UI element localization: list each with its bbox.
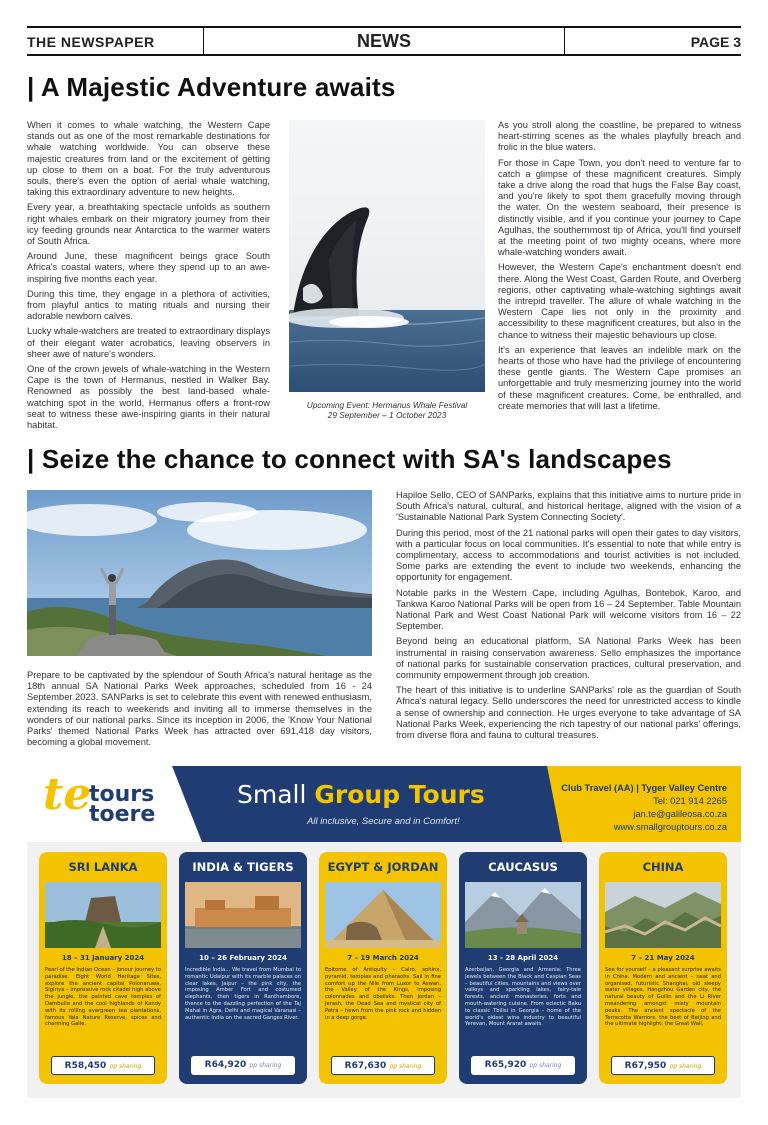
masthead xyxy=(27,26,741,56)
tour-title: INDIA & TIGERS xyxy=(192,860,294,874)
caucasus-photo xyxy=(465,882,581,948)
tour-price[interactable] xyxy=(331,1056,435,1075)
paragraph: However, the Western Cape's enchantment doesn't end there. Along the West Coast, Garden Route, and Overberg regions, other captivating whale-watching sightings await the intrepid traveller. The allure of whale watching in the Western Cape lies not only in the proximity and accessibility to these magnificent creatures, but also in the chance to witness their majestic behaviours up close. xyxy=(498,262,741,340)
paragraph: Beyond being an educational platform, SA National Parks Week has been instrumental in raising conservation awareness. Sello emphasizes the importance of national parks for sustainable conservation practices, cultural preservation, and community empowerment through job creation. xyxy=(396,636,741,681)
masthead-divider xyxy=(564,28,565,55)
landscape-photo xyxy=(27,490,372,656)
small-group-tours-ad xyxy=(27,766,741,1098)
paragraph: The heart of this initiative is to underline SANParks' role as the guardian of South Africa's natural legacy. Sello underscores the need for unrestricted access to kindle a sense of ownership and connection. He urges everyone to take advantage of SA National Parks Week, experiencing the rich tapestry of our national parks' offerings, from diverse flora and fauna to cultural treasures. xyxy=(396,685,741,741)
paragraph: One of the crown jewels of whale-watching in the Western Cape is the town of Hermanus, nestled in Walker Bay. Renowned as possibly the best land-based whale-watching spot in the world, Hermanus offers a front-row seat to witness these awe-inspiring giants in their natural habitat. xyxy=(27,364,270,431)
tour-title: CAUCASUS xyxy=(488,860,558,874)
tour-title: EGYPT & JORDAN xyxy=(327,860,439,874)
tour-card-egypt-jordan[interactable] xyxy=(319,852,447,1084)
tour-price[interactable] xyxy=(471,1056,575,1075)
price-amount: R64,920 xyxy=(204,1060,247,1070)
price-note: pp sharing xyxy=(109,1063,142,1070)
tour-card-india-tigers[interactable] xyxy=(179,852,307,1084)
tour-description: See for yourself – a pleasant surprise awaits in China. Modern and ancient – neat and organised, futuristic Shanghai, old sleepy water villages, Hangzhou Garden city, the natural beauty of Guilin and the Li River meandering amongst misty mountain peaks. The ancient spectacle of the Terracotta Warriors, the best of Beijing and the ultimate highlight: the Great Wall. xyxy=(605,967,721,1028)
paragraph: Hapiloe Sello, CEO of SANParks, explains that this initiative aims to nurture pride in South Africa's natural, cultural, and historical heritage, aligned with the vision of a 'Sustainable National Park System Connecting Society'. xyxy=(396,490,741,523)
price-amount: R58,450 xyxy=(64,1061,107,1071)
ad-title-bold: Group Tours xyxy=(314,780,485,809)
price-note: pp sharing xyxy=(389,1063,422,1070)
price-note: pp sharing xyxy=(669,1063,702,1070)
paragraph: During this period, most of the 21 national parks will open their gates to day visitors, with a particular focus on local communities. It's essential to note that while entry is complimentary, access to accommodations and tourist activities is not included. Some parks are extending the event to include two weekends, enhancing the opportunity for engagement. xyxy=(396,527,741,583)
paragraph: Prepare to be captivated by the splendour of South Africa's natural heritage as the 18th annual SA National Parks Week approaches, scheduled from 16 - 24 September 2023. SANParks is set to celebrate this event with renewed enthusiasm, extending its reach to weekends and inviting all to immerse themselves in the wonders of our national parks. Since its inception in 2006, the 'Know Your National Parks' themed National Parks Week has attracted over 691,418 day visitors, becoming a global movement. xyxy=(27,670,372,748)
tour-dates: 10 – 26 February 2024 xyxy=(199,954,287,962)
tour-description: Epitome of Antiquity – Cairo, sphinx, pyramid, temples and pharaohs. Sail in fine comfort up the Nile from Luxor to Aswan, the Valley of the Kings, imposing colonnades and obelisks. Then Jordan – Jerash, the Dead Sea and mystical city of Petra – hewn from the pink rock and hidden in a deep gorge. xyxy=(325,967,441,1021)
tour-title: CHINA xyxy=(642,860,684,874)
website-link[interactable]: www.smallgrouptours.co.za xyxy=(613,822,727,832)
tour-description: Pearl of the Indian Ocean – jonour journey to paradise. Eight World Heritage Sites, explore the ancient capital Polonaruwa, Sigiriya – impressive rock citadel high above the jungle, the painted cave temples of Dambulla and the cool highlands of Kandy with its rolling evergreen tea plantations, famous Yala Nature Reserve, spices and charming Galle. xyxy=(45,967,161,1028)
tour-price[interactable] xyxy=(611,1056,715,1075)
ad-contact xyxy=(561,782,727,834)
ad-title-light: Small xyxy=(237,780,307,809)
logo-mark: te xyxy=(43,769,92,820)
paragraph: Lucky whale-watchers are treated to extraordinary displays of their elegant water acrobatics, leaving observers in sheer awe of nature's wonders. xyxy=(27,326,270,359)
paragraph: Every year, a breathtaking spectacle unfolds as southern right whales embark on their migratory journey from their icy feeding grounds near Antarctica to the warmer waters of South Africa. xyxy=(27,202,270,247)
paragraph: Notable parks in the Western Cape, including Agulhas, Bontebok, Karoo, and Tankwa Karoo National Parks will be open from 16 – 24 September. Table Mountain National Park and West Coast National Park will welcome visitors from 16 – 22 September. xyxy=(396,587,741,632)
paragraph: Around June, these magnificent beings grace South Africa's coastal waters, where they spend up to an awe-inspiring five months each year. xyxy=(27,251,270,284)
whale-photo xyxy=(289,120,485,392)
page-number: PAGE 3 xyxy=(690,34,741,50)
section-name: NEWS xyxy=(357,31,411,51)
china-photo xyxy=(605,882,721,948)
ad-title xyxy=(237,780,485,809)
price-note: pp sharing xyxy=(529,1062,562,1069)
whale-photo-caption xyxy=(289,400,485,420)
price-amount: R65,920 xyxy=(484,1060,527,1070)
article1-column-1 xyxy=(27,120,270,435)
tour-dates: 18 – 31 January 2024 xyxy=(61,954,145,962)
price-amount: R67,630 xyxy=(344,1061,387,1071)
caption-line: 29 September – 1 October 2023 xyxy=(327,410,447,420)
egypt-photo xyxy=(325,882,441,948)
article2-right-column xyxy=(396,490,741,745)
tour-description: Azerbaijan, Georgia and Armenia: Three jewels between the Black and Caspian Seas – beautiful cities, mountains and views over valleys and sparkling lakes, fairy-tale forests, ancient monasteries, forts and mouth-watering cuisine. From eclectic Baku to classic Tbilisi in Georgia – home of the world's oldest wine industry to beautiful Yerevan, Mount Ararat awaits. xyxy=(465,967,581,1028)
article1-column-3 xyxy=(498,120,741,416)
ad-tagline: All inclusive, Secure and in Comfort! xyxy=(307,816,460,827)
tour-dates: 7 – 21 May 2024 xyxy=(631,954,695,962)
tour-dates: 13 - 28 April 2024 xyxy=(487,954,559,962)
tour-price[interactable] xyxy=(51,1056,155,1075)
price-note: pp sharing xyxy=(249,1062,282,1069)
logo-line1: tours xyxy=(89,782,155,807)
paragraph: When it comes to whale watching, the Western Cape stands out as one of the most remarkable destinations for whale watching worldwide. You can observe these majestic creatures from land or the excitement of getting up close to them on a boat. For the truly adventurous souls, there's even the option of aerial whale watching, taking this extraordinary adventure to new heights. xyxy=(27,120,270,198)
caption-line: Upcoming Event: Hermanus Whale Festival xyxy=(306,400,468,410)
tour-card-caucasus[interactable] xyxy=(459,852,587,1084)
paragraph: As you stroll along the coastline, be prepared to witness heart-stirring scenes as the whales playfully breach and frolic in the blue waters. xyxy=(498,120,741,153)
tour-card-china[interactable] xyxy=(599,852,727,1084)
phone-number: Tel: 021 914 2265 xyxy=(653,796,727,806)
email-address[interactable]: jan.te@galileosa.co.za xyxy=(633,809,727,819)
tour-dates: 7 – 19 March 2024 xyxy=(347,954,419,962)
paragraph: For those in Cape Town, you don't need to venture far to catch a glimpse of these magnificent creatures. Simply take a drive along the road that hugs the False Bay coast, and you're likely to spot them gracefully moving through the water. On the western seaboard, their presence is distinctly visible, and if you continue your journey to Cape Agulhas, the southernmost tip of Africa, you'll find yourself at the meeting point of two mighty oceans, where more whale-watching wonders await. xyxy=(498,157,741,258)
article2-left-column xyxy=(27,670,372,752)
agency-name: Club Travel (AA) | Tyger Valley Centre xyxy=(561,783,727,793)
tour-description: Incredible India... We travel from Mumbai to romantic Udaipur with its marble palaces on clear lakes, Jaipur – the pink city, the imposing Amber Fort and costumed elephants, then tigers in Ranthambore, thence to the dazzling perfection of the Taj Mahal in Agra, Delhi and magical Varanasi – authentic India on the sacred Ganges River. xyxy=(185,967,301,1021)
india-photo xyxy=(185,882,301,948)
tour-card-sri-lanka[interactable] xyxy=(39,852,167,1084)
publication-name: THE NEWSPAPER xyxy=(27,34,155,50)
article2-headline: | Seize the chance to connect with SA's landscapes xyxy=(27,444,672,474)
paragraph: It's an experience that leaves an indelible mark on the hearts of those who have had the privilege of encountering these gentle giants. The Western Cape promises an unforgettable and truly mesmerizing journey into the world of these magnificent creatures. Come, be enthralled, and create memories that will last a lifetime. xyxy=(498,344,741,411)
paragraph: During this time, they engage in a plethora of activities, from playful antics to mating rituals and nursing their adorable newborn calves. xyxy=(27,288,270,322)
price-amount: R67,950 xyxy=(624,1061,667,1071)
tour-title: SRI LANKA xyxy=(68,860,138,874)
article1-headline: | A Majestic Adventure awaits xyxy=(27,72,396,102)
sri-lanka-photo xyxy=(45,882,161,948)
logo-line2: toere xyxy=(89,802,156,827)
tour-price[interactable] xyxy=(191,1056,295,1075)
